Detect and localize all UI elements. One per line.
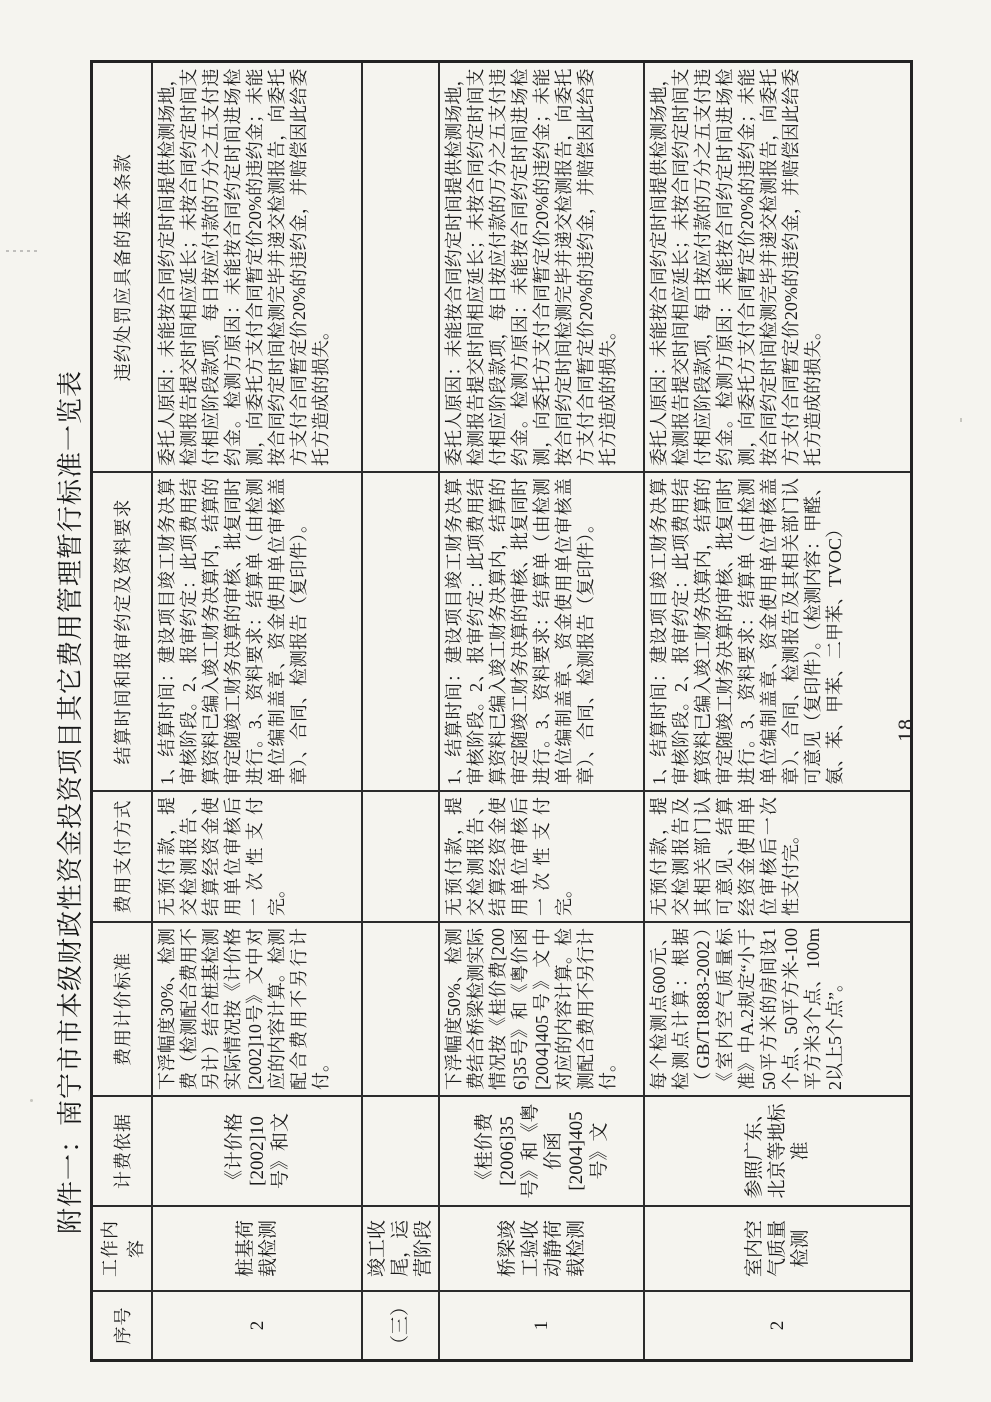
cell-settlement-terms: 1、结算时间：建设项目竣工财务决算审核阶段。2、报审约定：此项费用结算资料已编入竣工财务决算内，结算的审定随竣工财务决算的审核、批复同时进行。3、资料要求：结算单（由检测单位编制盖章、资金使用单位审核盖章）、合同、检测报告及其相关部门认可意见（复印件）。（检测内容：甲醛、氨、苯、甲苯、二甲苯、TVOC）	[644, 472, 911, 791]
cell-breach-clauses	[362, 62, 439, 472]
table-row	[644, 62, 911, 1361]
col-header-seq: 序号	[92, 1291, 153, 1361]
cell-breach-clauses: 委托人原因：未能按合同约定时间提供检测场地，检测报告提交时间相应延长；未按合同约定时间支付相应阶段款项，每日按应付款的万分之五支付违约金。检测方原因：未能按合同约定时间进场检测，向委托方支付合同暂定价20%的违约金；未能按合同约定时间检测完毕并递交检测报告，向委托方支付合同暂定价20%的违约金，并赔偿因此给委托方造成的损失。	[644, 62, 911, 472]
cell-pricing-standard	[362, 922, 439, 1096]
cell-fee-basis: 《计价格[2002]10号》和文	[152, 1096, 362, 1206]
col-header-breach-clauses: 违约处罚应具备的基本条款	[92, 62, 153, 472]
cell-payment-method: 无预付款，提交检测报告及其相关部门认可意见、结算经资金使用单位审核后一次性支付完。	[644, 791, 911, 922]
cell-work-content: 室内空气质量检测	[644, 1206, 911, 1291]
cell-fee-basis: 参照广东、北京等地标准	[644, 1096, 911, 1206]
cell-settlement-terms	[362, 472, 439, 791]
col-header-settlement-terms: 结算时间和报审约定及资料要求	[92, 472, 153, 791]
cell-breach-clauses: 委托人原因：未能按合同约定时间提供检测场地，检测报告提交时间相应延长；未按合同约定时间支付相应阶段款项，每日按应付款的万分之五支付违约金。检测方原因：未能按合同约定时间进场检测，向委托方支付合同暂定价20%的违约金；未能按合同约定时间检测完毕并递交检测报告，向委托方支付合同暂定价20%的违约金，并赔偿因此给委托方造成的损失。	[439, 62, 644, 472]
cell-payment-method	[362, 791, 439, 922]
cell-payment-method: 无预付款，提交检测报告、结算经资金使用单位审核后一次性支付完。	[152, 791, 362, 922]
header-row	[92, 62, 153, 1361]
cell-payment-method: 无预付款，提交检测报告、结算经资金使用单位审核后一次性支付完。	[439, 791, 644, 922]
cell-seq: （三）	[362, 1291, 439, 1361]
scan-artifact	[30, 1099, 33, 1102]
col-header-payment-method: 费用支付方式	[92, 791, 153, 922]
cell-settlement-terms: 1、结算时间：建设项目竣工财务决算审核阶段。2、报审约定：此项费用结算资料已编入竣工财务决算内，结算的审定随竣工财务决算的审核、批复同时进行。3、资料要求：结算单（由检测单位编制盖章、资金使用单位审核盖章）、合同、检测报告（复印件）。	[439, 472, 644, 791]
page-number: 18	[893, 718, 918, 742]
col-header-pricing-standard: 费用计价标准	[92, 922, 153, 1096]
scan-artifact	[6, 250, 40, 252]
cell-pricing-standard: 下浮幅度30%、检测费（检测配合费用不另计）结合桩基检测实际情况按《计价格[2002]10号》文中对应的内容计算。检测配合费用不另行计付。	[152, 922, 362, 1096]
cell-work-content: 桩基荷载检测	[152, 1206, 362, 1291]
fee-standards-table	[90, 60, 913, 1362]
col-header-fee-basis: 计费依据	[92, 1096, 153, 1206]
cell-fee-basis: 《桂价费[2006]35号》和《粤价函[2004]405号》文	[439, 1096, 644, 1206]
scan-artifact	[960, 418, 962, 422]
table-row	[439, 62, 644, 1361]
attachment-label: 附件一：	[56, 1125, 85, 1234]
cell-fee-basis	[362, 1096, 439, 1206]
cell-settlement-terms: 1、结算时间：建设项目竣工财务决算审核阶段。2、报审约定：此项费用结算资料已编入竣工财务决算内，结算的审定随竣工财务决算的审核、批复同时进行。3、资料要求：结算单（由检测单位编制盖章、资金使用单位审核盖章）、合同、检测报告（复印件）。	[152, 472, 362, 791]
document-title	[50, 134, 86, 1234]
page-title: 南宁市市本级财政性资金投资项目其它费用管理暂行标准一览表	[56, 369, 85, 1126]
cell-work-content: 竣工收尾，运营阶段	[362, 1206, 439, 1291]
cell-seq: 2	[644, 1291, 911, 1361]
cell-pricing-standard: 下浮幅度50%、检测费结合桥梁检测实际情况按《桂价费[2006]35号》和《粤价函[2004]405号》文中对应的内容计算。检测配合费用不另行计付。	[439, 922, 644, 1096]
cell-seq: 2	[152, 1291, 362, 1361]
cell-pricing-standard: 每个检测点600元、检测点计算：根据（GB/T18883-2002）《室内空气质量标准》中A.2规定“小于50平方米的房间设1个点、50平方米-100平方米3个点、100m2以上5个点”。	[644, 922, 911, 1096]
cell-breach-clauses: 委托人原因：未能按合同约定时间提供检测场地，检测报告提交时间相应延长；未按合同约定时间支付相应阶段款项，每日按应付款的万分之五支付违约金。检测方原因：未能按合同约定时间进场检测，向委托方支付合同暂定价20%的违约金；未能按合同约定时间检测完毕并递交检测报告，向委托方支付合同暂定价20%的违约金，并赔偿因此给委托方造成的损失。	[152, 62, 362, 472]
cell-seq: 1	[439, 1291, 644, 1361]
cell-work-content: 桥梁竣工验收动静荷载检测	[439, 1206, 644, 1291]
col-header-work-content: 工作内容	[92, 1206, 153, 1291]
section-row	[362, 62, 439, 1361]
table-row	[152, 62, 362, 1361]
